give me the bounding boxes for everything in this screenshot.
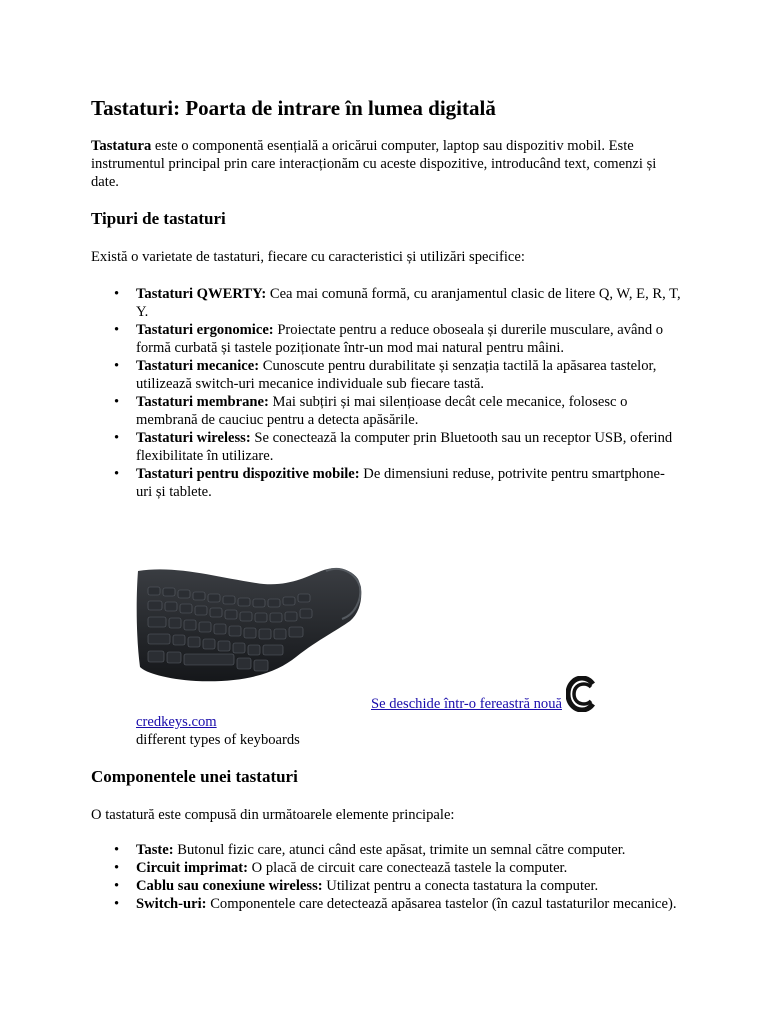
bullet-icon: • <box>114 394 120 410</box>
list-item <box>91 393 681 429</box>
bullet-icon: • <box>114 466 120 482</box>
image-caption: different types of keyboards <box>136 732 300 748</box>
item-text: O placă de circuit care conectează tastele la computer. <box>248 860 568 876</box>
bullet-icon: • <box>114 896 120 912</box>
item-text: Cea mai comună formă, cu aranjamentul clasic de litere Q, W, E, R, T, Y. <box>136 286 681 320</box>
bullet-icon: • <box>114 358 120 374</box>
item-term: Tastaturi wireless: <box>136 430 251 446</box>
open-new-window-link[interactable]: Se deschide într-o fereastră nouă <box>371 696 562 712</box>
list-item <box>91 877 681 895</box>
bullet-icon: • <box>114 322 120 338</box>
components-lead-paragraph: O tastatură este compusă din următoarele elemente principale: <box>91 807 455 823</box>
item-term: Cablu sau conexiune wireless: <box>136 878 323 894</box>
list-item <box>91 321 681 357</box>
list-item <box>91 465 681 501</box>
intro-bold-term: Tastatura <box>91 138 152 154</box>
item-text: Butonul fizic care, atunci când este apăsat, trimite un semnal către computer. <box>173 842 626 858</box>
types-list <box>91 285 681 501</box>
bullet-icon: • <box>114 286 120 302</box>
bullet-icon: • <box>114 430 120 446</box>
credkeys-logo-icon[interactable] <box>566 676 600 712</box>
item-term: Switch-uri: <box>136 896 207 912</box>
item-term: Tastaturi ergonomice: <box>136 322 274 338</box>
intro-text: este o componentă esențială a oricărui computer, laptop sau dispozitiv mobil. Este instrumentul principal prin care interacționăm cu aceste dispozitive, introducând text, comenzi și date. <box>91 138 657 190</box>
item-term: Tastaturi pentru dispozitive mobile: <box>136 466 360 482</box>
bullet-icon: • <box>114 842 120 858</box>
components-list <box>91 841 681 913</box>
list-item <box>91 859 681 877</box>
item-text: Proiectate pentru a reduce oboseala și durerile musculare, având o formă curbată și tastele poziționate într-un mod mai natural pentru mâini. <box>136 322 664 356</box>
item-term: Tastaturi mecanice: <box>136 358 260 374</box>
list-item <box>91 285 681 321</box>
item-term: Tastaturi membrane: <box>136 394 269 410</box>
source-link[interactable]: credkeys.com <box>136 714 217 730</box>
list-item <box>91 429 681 465</box>
item-text: Mai subțiri și mai silențioase decât cele mecanice, folosesc o membrană de cauciuc pentru a detecta apăsările. <box>136 394 628 428</box>
list-item <box>91 841 681 859</box>
item-term: Tastaturi QWERTY: <box>136 286 267 302</box>
page-title: Tastaturi: Poarta de intrare în lumea digitală <box>91 96 496 120</box>
item-term: Taste: <box>136 842 174 858</box>
item-text: Componentele care detectează apăsarea tastelor (în cazul tastaturilor mecanice). <box>206 896 677 912</box>
item-term: Circuit imprimat: <box>136 860 248 876</box>
section-heading-types: Tipuri de tastaturi <box>91 209 226 228</box>
item-text: Se conectează la computer prin Bluetooth sau un receptor USB, oferind flexibilitate în utilizare. <box>136 430 673 464</box>
item-text: Cunoscute pentru durabilitate și senzația tactilă la apăsarea tastelor, utilizează switch-uri mecanice individuale sub fiecare tastă. <box>136 358 657 392</box>
item-text: De dimensiuni reduse, potrivite pentru smartphone-uri și tablete. <box>136 466 665 500</box>
types-lead-paragraph: Există o varietate de tastaturi, fiecare cu caracteristici și utilizări specifice: <box>91 249 525 265</box>
list-item <box>91 357 681 393</box>
list-item <box>91 895 681 913</box>
bullet-icon: • <box>114 860 120 876</box>
item-text: Utilizat pentru a conecta tastatura la computer. <box>322 878 599 894</box>
section-heading-components: Componentele unei tastaturi <box>91 767 298 786</box>
keyboard-illustration <box>136 557 364 687</box>
intro-paragraph <box>91 137 681 191</box>
flexible-keyboard-image <box>136 557 364 687</box>
bullet-icon: • <box>114 878 120 894</box>
